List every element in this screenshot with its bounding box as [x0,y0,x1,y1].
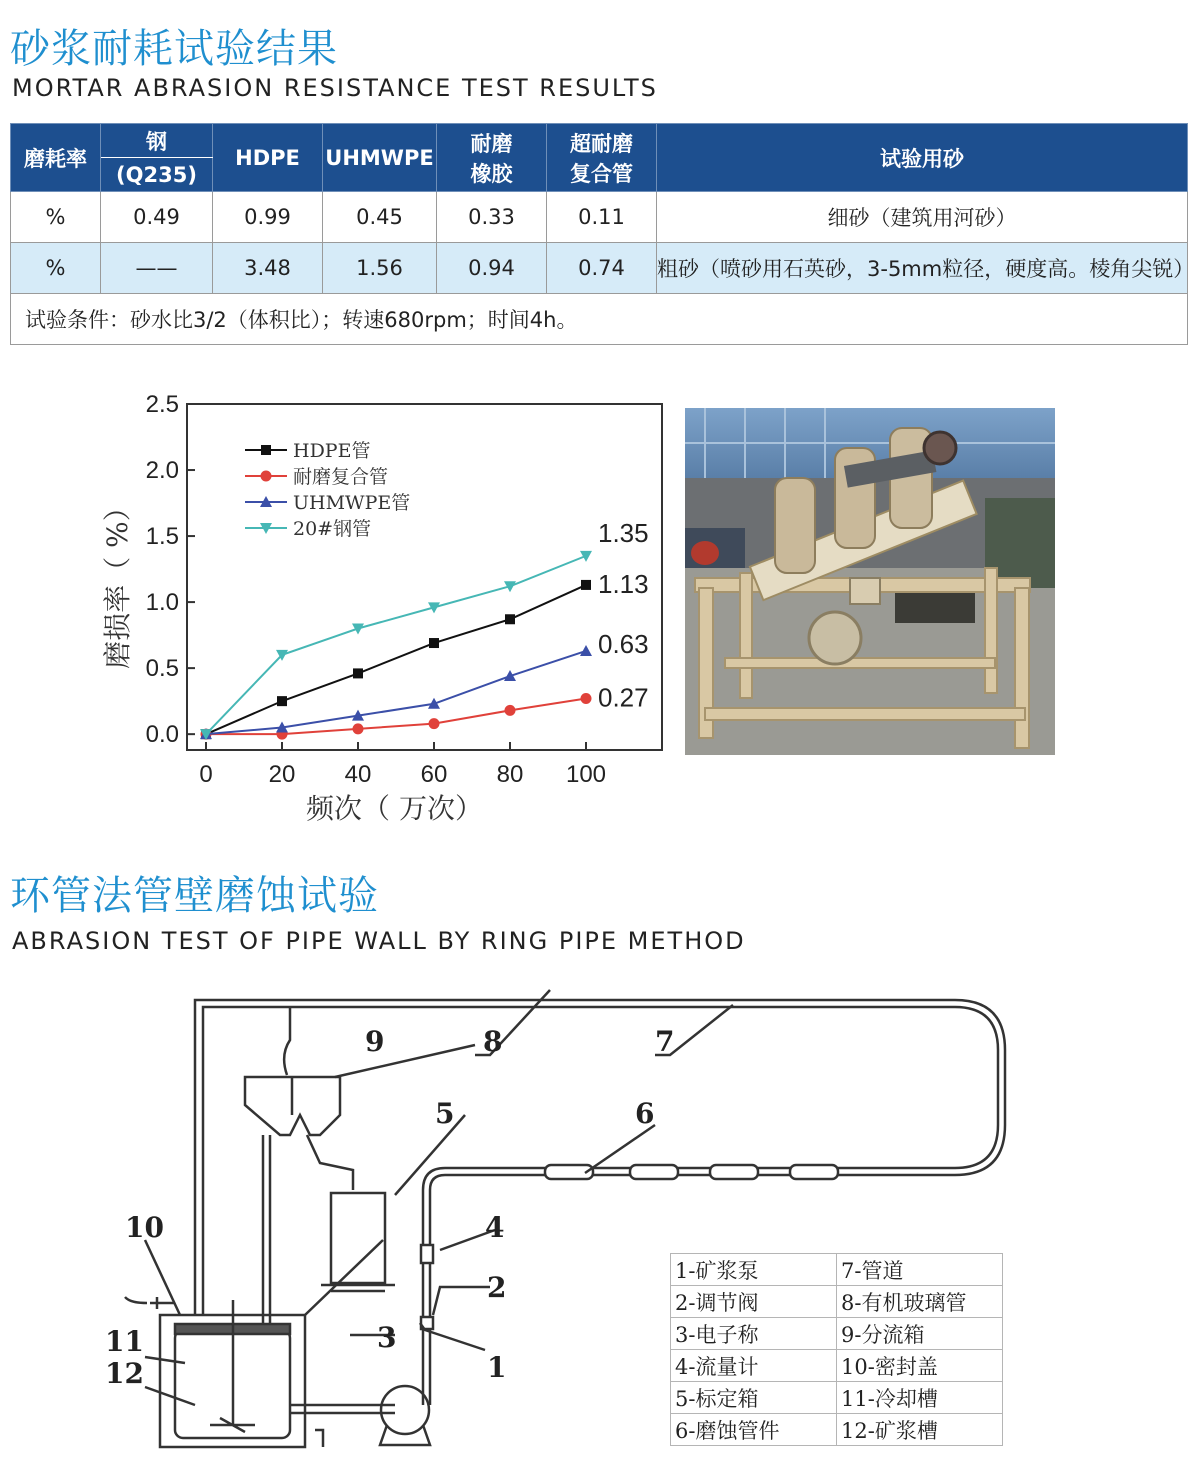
label-4: 4 [485,1211,505,1244]
label-11: 11 [105,1325,144,1358]
section2-title-cn: 环管法管壁磨蚀试验 [10,873,379,919]
data-point [277,696,287,706]
x-axis-label: 频次（ 万次） [306,792,483,825]
table-row [671,1286,1003,1318]
cell-rubber: 0.94 [437,243,547,294]
cell-hdpe: 3.48 [213,243,323,294]
label-8: 8 [483,1025,503,1058]
cell-uhmwpe: 0.45 [323,192,437,243]
y-axis-label: 磨损率（ %） [101,493,134,669]
x-tick-label: 80 [496,761,524,788]
y-tick-label: 1.0 [145,589,179,617]
legend-cell: 8-有机玻璃管 [837,1286,1003,1318]
table-row [11,243,1188,294]
data-point [353,723,364,734]
test-machine-photo [685,408,1055,755]
label-6: 6 [635,1097,655,1130]
table-note-row [11,294,1188,345]
results-table [10,123,1195,345]
header-rubber [437,124,547,192]
label-12: 12 [105,1357,144,1390]
end-value-label: 1.35 [598,517,649,548]
cell-steel: 0.49 [101,192,213,243]
cell-uhmwpe: 1.56 [323,243,437,294]
y-tick-label: 2.0 [145,457,179,485]
table-row [671,1254,1003,1286]
data-point [505,614,515,624]
label-2: 2 [487,1271,507,1304]
legend-cell: 2-调节阀 [671,1286,837,1318]
data-point [581,693,592,704]
x-tick-label: 20 [268,761,296,788]
header-rubber-line2: 橡胶 [470,161,513,186]
legend-cell: 5-标定箱 [671,1382,837,1414]
end-value-label: 0.63 [598,628,649,659]
section2-title-en: ABRASION TEST OF PIPE WALL BY RING PIPE METHOD [12,927,746,955]
label-10: 10 [125,1211,164,1244]
header-hdpe: HDPE [213,124,323,192]
cell-hdpe: 0.99 [213,192,323,243]
data-point [353,668,363,678]
table-row [11,192,1188,243]
header-steel-grade: (Q235) [101,158,213,192]
table-row [671,1350,1003,1382]
legend-marker [261,471,272,482]
y-tick-label: 0.0 [145,721,179,749]
cell-steel: —— [101,243,213,294]
header-rate: 磨耗率 [11,124,101,192]
data-point [505,705,516,716]
header-uhmwpe: UHMWPE [323,124,437,192]
table-row [671,1382,1003,1414]
label-3: 3 [377,1321,397,1354]
table-row [671,1414,1003,1446]
data-point [429,718,440,729]
cell-sand: 细砂（建筑用河砂） [657,192,1188,243]
end-value-label: 0.27 [598,682,649,713]
data-point [429,638,439,648]
legend-cell: 6-磨蚀管件 [671,1414,837,1446]
header-composite-line1: 超耐磨 [570,131,633,156]
cell-unit: % [11,192,101,243]
label-9: 9 [365,1025,385,1058]
x-tick-label: 60 [420,761,448,788]
legend-cell: 12-矿浆槽 [837,1414,1003,1446]
data-point [581,580,591,590]
cell-composite: 0.11 [547,192,657,243]
end-value-label: 1.13 [598,568,649,599]
y-tick-label: 0.5 [145,655,179,683]
label-5: 5 [435,1097,455,1130]
component-legend-table [670,1253,1003,1446]
abrasion-line-chart [95,380,675,830]
legend-cell: 11-冷却槽 [837,1382,1003,1414]
section1-title-cn: 砂浆耐耗试验结果 [10,26,338,72]
header-rubber-line1: 耐磨 [470,131,513,156]
legend-cell: 10-密封盖 [837,1350,1003,1382]
legend-label: HDPE管 [293,440,371,462]
x-tick-label: 100 [565,761,607,788]
cell-unit: % [11,243,101,294]
y-tick-label: 2.5 [145,391,179,418]
header-steel: 钢 [101,124,213,158]
label-1: 1 [487,1351,507,1384]
table-row [671,1318,1003,1350]
label-7: 7 [655,1025,675,1058]
test-conditions-note: 试验条件：砂水比3/2（体积比）；转速680rpm；时间4h。 [11,294,1188,345]
legend-cell: 7-管道 [837,1254,1003,1286]
cell-composite: 0.74 [547,243,657,294]
header-sand: 试验用砂 [657,124,1188,192]
header-composite [547,124,657,192]
legend-cell: 1-矿浆泵 [671,1254,837,1286]
legend-cell: 9-分流箱 [837,1318,1003,1350]
x-tick-label: 40 [344,761,372,788]
legend-label: UHMWPE管 [293,492,411,514]
y-tick-label: 1.5 [145,523,179,551]
cell-rubber: 0.33 [437,192,547,243]
legend-label: 20#钢管 [293,518,372,540]
legend-cell: 4-流量计 [671,1350,837,1382]
legend-cell: 3-电子称 [671,1318,837,1350]
legend-label: 耐磨复合管 [293,466,389,488]
x-tick-label: 0 [199,761,213,788]
header-composite-line2: 复合管 [570,161,633,186]
cell-sand: 粗砂（喷砂用石英砂，3-5mm粒径，硬度高。棱角尖锐） [657,243,1188,294]
legend-marker [261,445,271,455]
section1-title-en: MORTAR ABRASION RESISTANCE TEST RESULTS [12,74,658,102]
